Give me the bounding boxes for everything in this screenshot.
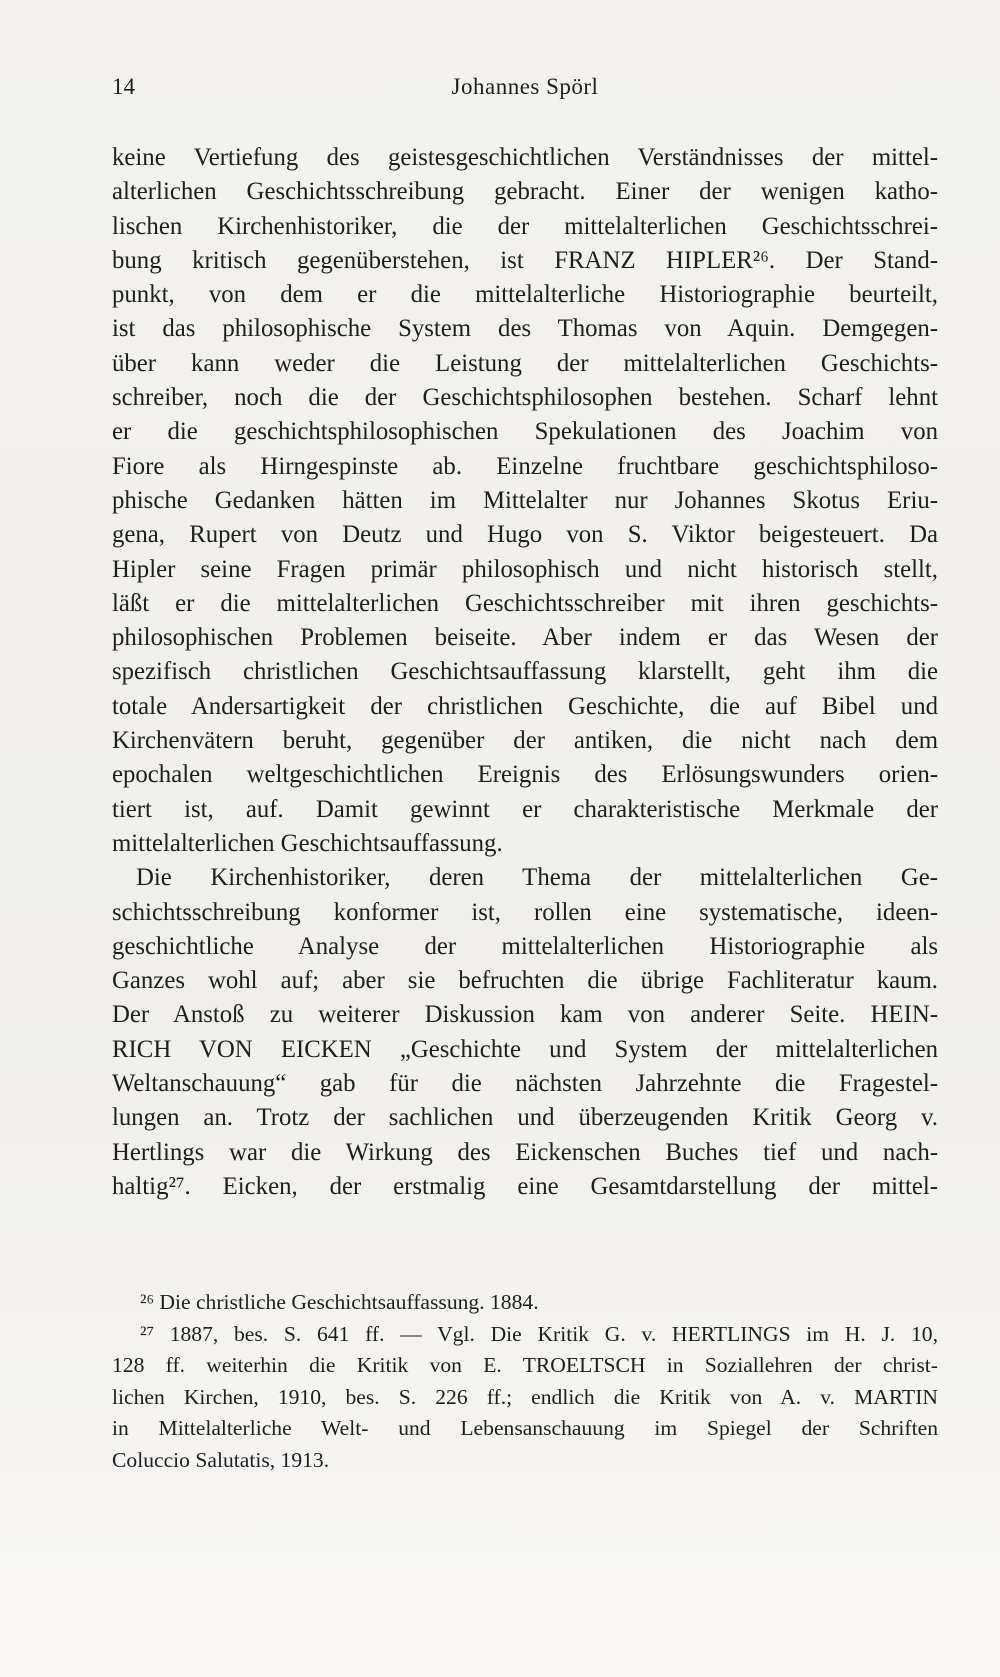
footnote-line: Coluccio Salutatis, 1913. bbox=[112, 1447, 330, 1472]
text-line: haltig²⁷. Eicken, der erstmalig eine Gesamtdarstellung der mittel- bbox=[112, 1172, 938, 1200]
footnote-26: ²⁶ Die christliche Geschichtsauffassung. 1884. bbox=[140, 1290, 539, 1314]
text-line: Kirchenvätern beruht, gegenüber der antiken, die nicht nach dem bbox=[112, 727, 938, 755]
footnotes bbox=[112, 1287, 938, 1476]
text-line: lungen an. Trotz der sachlichen und überzeugenden Kritik Georg v. bbox=[112, 1104, 938, 1132]
text-line: läßt er die mittelalterlichen Geschichtsschreiber mit ihren geschichts- bbox=[112, 589, 938, 617]
text-line: phische Gedanken hätten im Mittelalter nur Johannes Skotus Eriu- bbox=[112, 486, 938, 514]
text-line: alterlichen Geschichtsschreibung gebracht. Einer der wenigen katho- bbox=[112, 178, 938, 206]
footnote-line: 128 ff. weiterhin die Kritik von E. TROELTSCH in Soziallehren der christ- bbox=[112, 1353, 938, 1377]
text-line: Fiore als Hirngespinste ab. Einzelne fruchtbare geschichtsphiloso- bbox=[112, 452, 938, 480]
text-line: ist das philosophische System des Thomas von Aquin. Demgegen- bbox=[112, 315, 938, 343]
text-line: Der Anstoß zu weiterer Diskussion kam von anderer Seite. HEIN- bbox=[112, 1001, 938, 1029]
text-line: er die geschichtsphilosophischen Spekulationen des Joachim von bbox=[112, 418, 938, 446]
text-line: lischen Kirchenhistoriker, die der mittelalterlichen Geschichtsschrei- bbox=[112, 212, 938, 240]
text-line: geschichtliche Analyse der mittelalterlichen Historiographie als bbox=[112, 932, 938, 960]
text-line: Die Kirchenhistoriker, deren Thema der mittelalterlichen Ge- bbox=[136, 864, 938, 892]
text-line: tiert ist, auf. Damit gewinnt er charakteristische Merkmale der bbox=[112, 795, 938, 823]
text-line: totale Andersartigkeit der christlichen Geschichte, die auf Bibel und bbox=[112, 692, 938, 720]
text-line: schichtsschreibung konformer ist, rollen eine systematische, ideen- bbox=[112, 898, 938, 926]
running-head: Johannes Spörl bbox=[451, 74, 599, 99]
text-line: Hertlings war die Wirkung des Eickenschen Buches tief und nach- bbox=[112, 1138, 938, 1166]
footnote-line: lichen Kirchen, 1910, bes. S. 226 ff.; endlich die Kritik von A. v. MARTIN bbox=[112, 1384, 938, 1409]
text-line: epochalen weltgeschichtlichen Ereignis des Erlösungswunders orien- bbox=[112, 761, 938, 789]
text-line: RICH VON EICKEN „Geschichte und System der mittelalterlichen bbox=[112, 1035, 938, 1063]
text-line: punkt, von dem er die mittelalterliche Historiographie beurteilt, bbox=[112, 281, 938, 309]
text-line: keine Vertiefung des geistesgeschichtlichen Verständnisses der mittel- bbox=[112, 144, 938, 171]
page-number: 14 bbox=[112, 74, 135, 99]
text-line: mittelalterlichen Geschichtsauffassung. bbox=[112, 829, 503, 857]
text-line: schreiber, noch die der Geschichtsphilosophen bestehen. Scharf lehnt bbox=[112, 384, 938, 412]
text-line: Hipler seine Fragen primär philosophisch und nicht historisch stellt, bbox=[112, 555, 938, 583]
text-line: über kann weder die Leistung der mittelalterlichen Geschichts- bbox=[112, 349, 938, 377]
text-line: Weltanschauung“ gab für die nächsten Jahrzehnte die Fragestel- bbox=[112, 1070, 938, 1098]
page-header bbox=[112, 74, 938, 114]
footnote-27: ²⁷ 1887, bes. S. 641 ff. — Vgl. Die Kritik G. v. HERTLINGS im H. J. 10, bbox=[140, 1321, 938, 1346]
text-line: bung kritisch gegenüberstehen, ist FRANZ HIPLER²⁶. Der Stand- bbox=[112, 246, 938, 274]
footnote-line: in Mittelalterliche Welt- und Lebensanschauung im Spiegel der Schriften bbox=[112, 1416, 938, 1440]
text-line: philosophischen Problemen beiseite. Aber indem er das Wesen der bbox=[112, 624, 938, 652]
body-text bbox=[112, 141, 938, 1204]
text-line: Ganzes wohl auf; aber sie befruchten die übrige Fachliteratur kaum. bbox=[112, 967, 938, 995]
text-line: gena, Rupert von Deutz und Hugo von S. Viktor beigesteuert. Da bbox=[112, 521, 938, 549]
text-line: spezifisch christlichen Geschichtsauffassung klarstellt, geht ihm die bbox=[112, 658, 938, 686]
